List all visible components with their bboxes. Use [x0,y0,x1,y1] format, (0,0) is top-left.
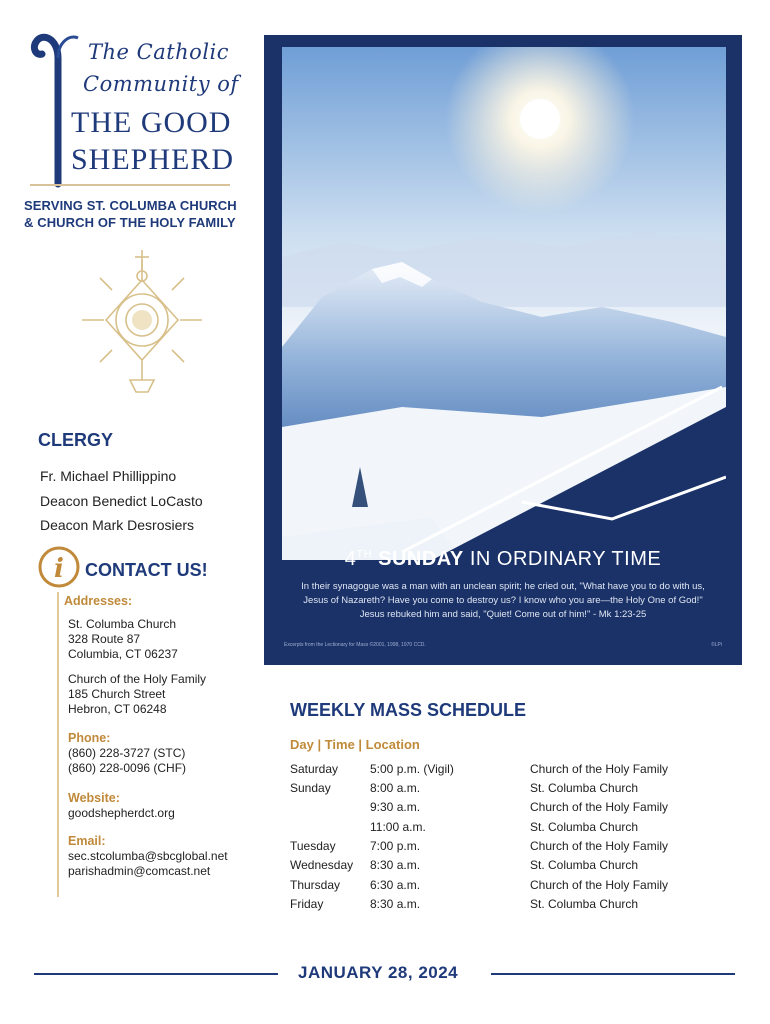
schedule-row [290,858,730,877]
address-line: St. Columba Church [68,617,177,631]
schedule-day: Friday [290,897,324,911]
schedule-row [290,897,730,916]
poster-title [264,548,742,571]
schedule-day: Wednesday [290,858,354,872]
schedule-location: St. Columba Church [530,781,639,795]
serving-line-1: SERVING ST. COLUMBA CHURCH [24,198,237,213]
phone-block [68,731,186,776]
parish-logo [28,28,248,188]
logo-line-3: THE GOOD [71,106,232,139]
mass-schedule-columns: Day | Time | Location [290,737,420,752]
schedule-time: 5:00 p.m. (Vigil) [370,762,454,776]
lectionary-credit: Excerpts from the Lectionary for Mass ©2001, 1998, 1970 CCD. [284,642,426,648]
schedule-location: St. Columba Church [530,858,639,872]
clergy-member: Fr. Michael Phillippino [40,468,177,484]
lpi-mark: ©LPi [711,642,722,648]
website-link[interactable]: goodshepherdct.org [68,806,175,820]
clergy-list [40,464,203,538]
addresses-label-wrap [64,594,133,609]
schedule-row [290,762,730,781]
schedule-time: 7:00 p.m. [370,839,421,853]
clergy-heading: CLERGY [38,430,114,450]
phone-label: Phone: [68,731,111,745]
svg-text:i: i [54,554,64,584]
clergy-member: Deacon Mark Desrosiers [40,517,195,533]
email-block [68,834,228,879]
schedule-day: Tuesday [290,839,336,853]
schedule-location: Church of the Holy Family [530,762,669,776]
contact-heading: CONTACT US! [85,560,208,580]
schedule-location: St. Columba Church [530,897,639,911]
address-line: Columbia, CT 06237 [68,647,178,661]
schedule-time: 8:30 a.m. [370,858,421,872]
logo-line-1: The Catholic [88,40,230,64]
schedule-location: Church of the Holy Family [530,878,669,892]
logo-divider [30,184,230,186]
phone-number[interactable]: (860) 228-3727 (STC) [68,746,186,760]
clergy-member: Deacon Benedict LoCasto [40,492,203,509]
schedule-day: Saturday [290,762,339,776]
schedule-day: Thursday [290,878,341,892]
schedule-time: 11:00 a.m. [370,820,426,834]
schedule-row [290,781,730,800]
email-label: Email: [68,834,106,848]
addresses-label: Addresses: [64,594,133,608]
website-label: Website: [68,791,120,805]
mass-schedule-heading: WEEKLY MASS SCHEDULE [290,700,527,720]
schedule-time: 6:30 a.m. [370,878,421,892]
poster-title-rest: IN ORDINARY TIME [469,548,662,570]
logo-line-4: SHEPHERD [71,143,235,176]
email-link[interactable]: sec.stcolumba@sbcglobal.net [68,849,228,863]
schedule-day: Sunday [290,781,331,795]
schedule-time: 8:00 a.m. [370,781,421,795]
date-rule-right [491,973,735,975]
schedule-row [290,878,730,897]
schedule-row [290,800,730,819]
address-line: Church of the Holy Family [68,672,207,686]
poster-title-number: 4 [344,548,357,570]
schedule-time: 8:30 a.m. [370,897,421,911]
poster-title-sup: TH [356,548,373,561]
date-rule-left [34,973,278,975]
website-block [68,791,175,821]
mountain-image [282,47,726,560]
liturgy-poster [264,35,742,665]
serving-churches [24,197,264,231]
contact-divider [57,592,59,897]
schedule-row [290,839,730,858]
address-line: 185 Church Street [68,687,166,701]
scripture-quote: In their synagogue was a man with an unclean spirit; he cried out, "What have you to do with us, Jesus of Nazareth? Have you come to destroy us? I know who you are—the Holy One of God!" Jesus rebuked him and said, "Quiet! Come out of him!" - Mk 1:23-25 [301,581,705,620]
schedule-location: Church of the Holy Family [530,839,669,853]
logo-line-2: Community of [83,72,239,96]
schedule-location: St. Columba Church [530,820,639,834]
bulletin-date: JANUARY 28, 2024 [298,963,459,982]
schedule-time: 9:30 a.m. [370,800,421,814]
address-holy-family [68,672,206,717]
serving-line-2: & CHURCH OF THE HOLY FAMILY [24,215,236,230]
schedule-row [290,820,730,839]
poster-title-bold: SUNDAY [378,548,464,570]
email-link[interactable]: parishadmin@comcast.net [68,864,211,878]
monstrance-icon [78,246,206,396]
phone-number[interactable]: (860) 228-0096 (CHF) [68,761,187,775]
address-line: 328 Route 87 [68,632,141,646]
info-icon [37,545,81,589]
address-line: Hebron, CT 06248 [68,702,167,716]
address-st-columba [68,617,178,662]
schedule-location: Church of the Holy Family [530,800,669,814]
